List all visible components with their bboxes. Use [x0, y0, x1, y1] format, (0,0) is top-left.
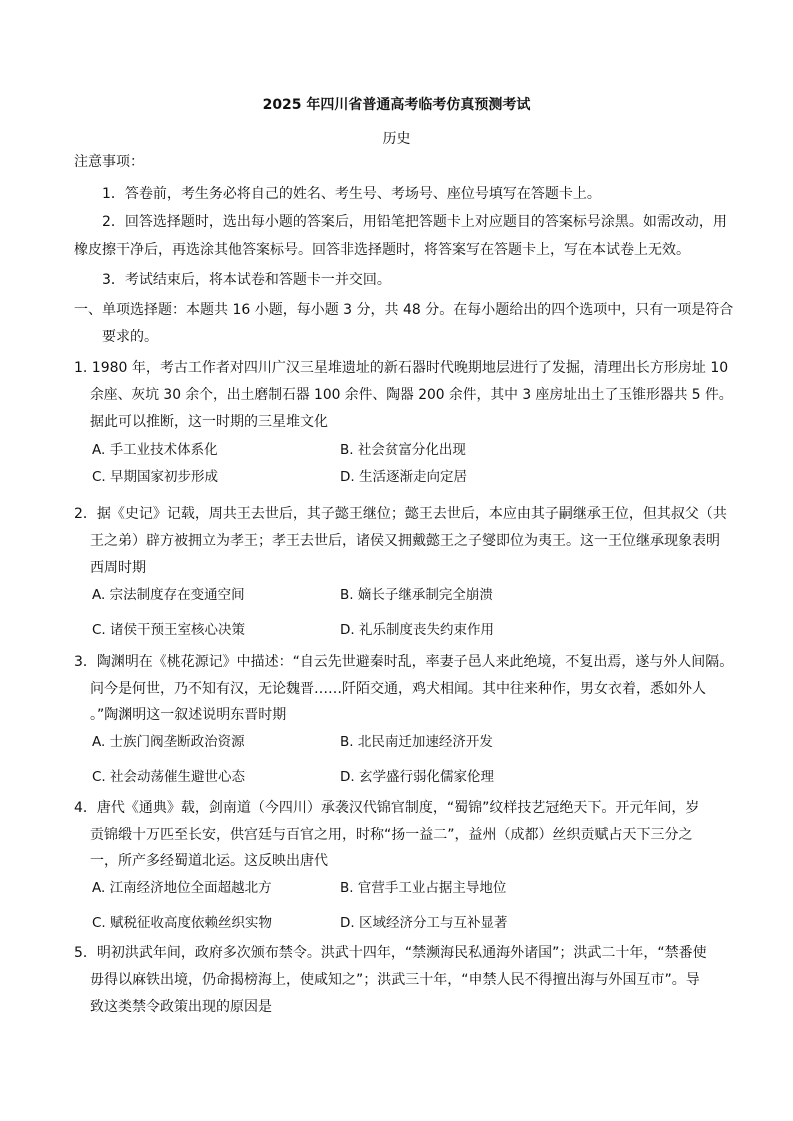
question-4-line-1: 4．唐代《通典》载，剑南道（今四川）承袭汉代锦官制度，“蜀锦”纹样技艺冠绝天下。开元年间，岁: [74, 800, 700, 816]
note-3: 3．考试结束后，将本试卷和答题卡一并交回。: [102, 272, 391, 288]
question-5-line-2: 毋得以麻铁出境，仍命揭榜海上，使咸知之”；洪武三十年，“申禁人民不得擅出海与外国互市”。导: [90, 972, 700, 988]
notes-heading: 注意事项：: [74, 154, 144, 170]
section-heading-line-1: 一、单项选择题：本题共 16 小题，每小题 3 分，共 48 分。在每小题给出的四个选项中，只有一项是符合: [74, 302, 734, 318]
question-4-option-a[interactable]: A. 江南经济地位全面超越北方: [92, 880, 272, 896]
question-3-option-a[interactable]: A. 士族门阀垄断政治资源: [92, 734, 245, 750]
question-4-line-2: 贡锦缎十万匹至长安，供宫廷与百官之用，时称“扬一益二”，益州（成都）丝织贡赋占天下三分之: [90, 827, 693, 843]
question-3-option-b[interactable]: B. 北民南迁加速经济开发: [340, 734, 493, 750]
exam-title: 2025 年四川省普通高考临考仿真预测考试: [262, 97, 531, 113]
question-2-line-1: 2．据《史记》记载，周共王去世后，其子懿王继位；懿王去世后，本应由其子嗣继承王位，但其叔父（共: [74, 506, 727, 522]
question-2-option-c[interactable]: C. 诸侯干预王室核心决策: [92, 622, 246, 638]
question-3-option-d[interactable]: D. 玄学盛行弱化儒家伦理: [340, 769, 494, 785]
note-2-line-2: 橡皮擦干净后，再选涂其他答案标号。回答非选择题时，将答案写在答题卡上，写在本试卷上无效。: [74, 242, 690, 258]
question-2-option-d[interactable]: D. 礼乐制度丧失约束作用: [340, 622, 494, 638]
question-1-line-1: 1. 1980 年，考古工作者对四川广汉三星堆遗址的新石器时代晚期地层进行了发掘，清理出长方形房址 10: [74, 360, 729, 376]
question-3-line-2: 问今是何世，乃不知有汉，无论魏晋……阡陌交通，鸡犬相闻。其中往来种作，男女衣着，悉如外人: [90, 681, 706, 697]
question-4-option-d[interactable]: D. 区域经济分工与互补显著: [340, 915, 508, 931]
question-5-line-3: 致这类禁令政策出现的原因是: [90, 999, 272, 1015]
question-4-option-c[interactable]: C. 赋税征收高度依赖丝织实物: [92, 915, 273, 931]
question-4-line-3: 一，所产多经蜀道北运。这反映出唐代: [90, 853, 328, 869]
section-heading-line-2: 要求的。: [102, 329, 158, 345]
question-3-line-3: 。”陶渊明这一叙述说明东晋时期: [90, 707, 287, 723]
question-2-option-a[interactable]: A. 宗法制度存在变通空间: [92, 587, 245, 603]
question-1-option-c[interactable]: C. 早期国家初步形成: [92, 469, 219, 485]
exam-subject: 历史: [382, 131, 411, 147]
question-5-line-1: 5．明初洪武年间，政府多次颁布禁令。洪武十四年，“禁濒海民私通海外诸国”；洪武二十年，“禁番使: [74, 945, 707, 961]
note-2-line-1: 2．回答选择题时，选出每小题的答案后，用铅笔把答题卡上对应题目的答案标号涂黑。如需改动，用: [102, 214, 727, 230]
question-1-line-2: 余座、灰坑 30 余个，出土磨制石器 100 余件、陶器 200 余件，其中 3 座房址出土了玉锥形器共 5 件。: [90, 387, 733, 403]
question-4-option-b[interactable]: B. 官营手工业占据主导地位: [340, 880, 507, 896]
question-3-option-c[interactable]: C. 社会动荡催生避世心态: [92, 769, 246, 785]
question-1-option-b[interactable]: B. 社会贫富分化出现: [340, 442, 466, 458]
question-2-option-b[interactable]: B. 嫡长子继承制完全崩溃: [340, 587, 493, 603]
question-1-option-d[interactable]: D. 生活逐渐走向定居: [340, 469, 467, 485]
note-1: 1．答卷前，考生务必将自己的姓名、考生号、考场号、座位号填写在答题卡上。: [102, 186, 601, 202]
question-1-line-3: 据此可以推断，这一时期的三星堆文化: [90, 414, 328, 430]
question-1-option-a[interactable]: A. 手工业技术体系化: [92, 442, 218, 458]
question-2-line-3: 西周时期: [90, 560, 146, 576]
question-3-line-1: 3．陶渊明在《桃花源记》中描述：“自云先世避秦时乱，率妻子邑人来此绝境，不复出焉，遂与外人间隔。: [74, 654, 734, 670]
question-2-line-2: 王之弟）辟方被拥立为孝王；孝王去世后，诸侯又拥戴懿王之子燮即位为夷王。这一王位继承现象表明: [90, 533, 720, 549]
